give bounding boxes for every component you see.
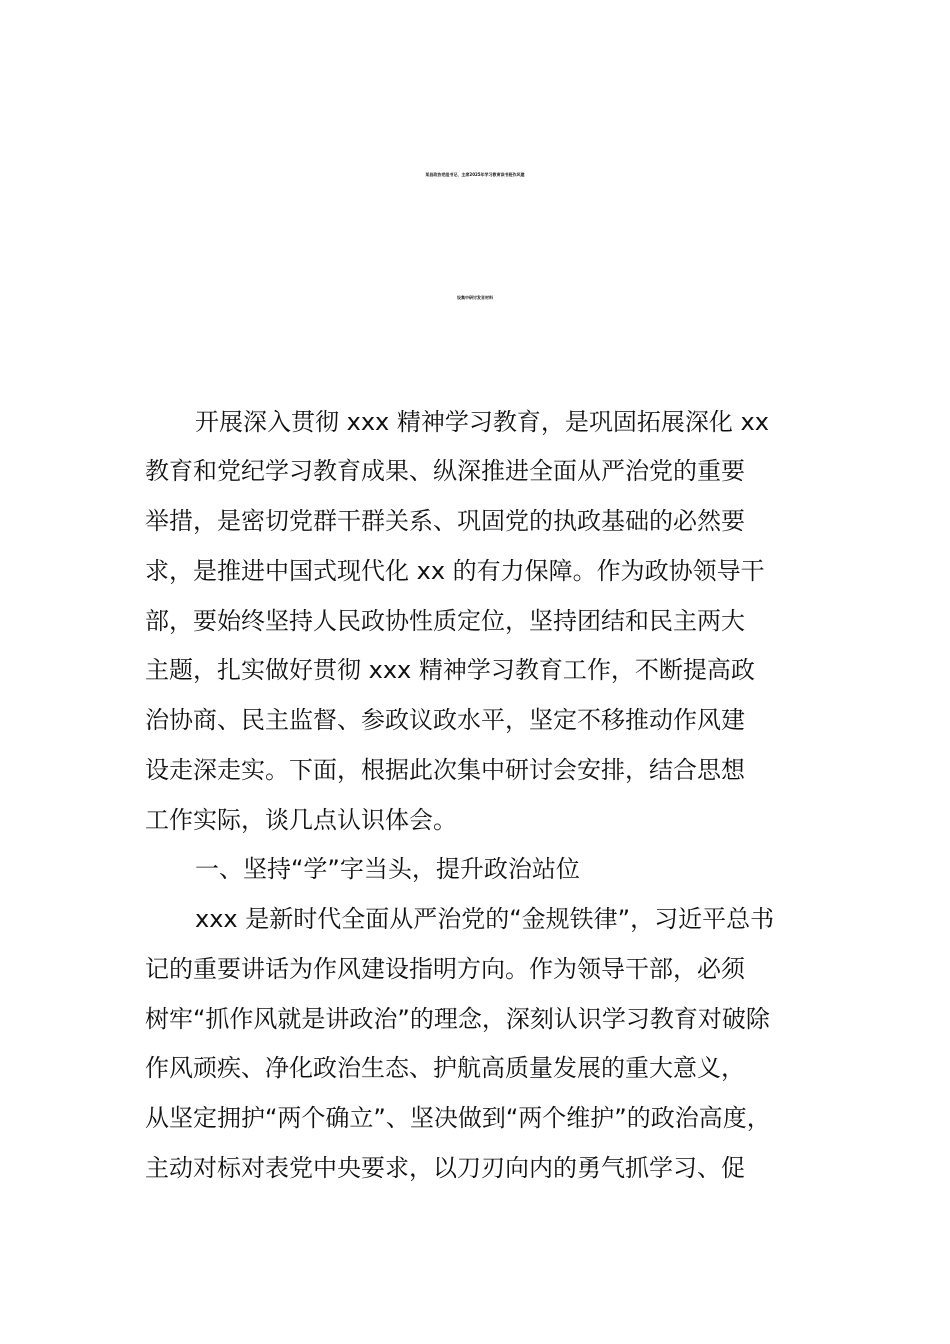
paragraph-line: 作风顽疾、净化政治生态、护航高质量发展的重大意义， xyxy=(145,1054,745,1082)
paragraph-line: 开展深入贯彻 xxx 精神学习教育，是巩固拓展深化 xx xyxy=(195,408,769,436)
paragraph-line: 主题，扎实做好贯彻 xxx 精神学习教育工作，不断提高政 xyxy=(145,656,755,684)
paragraph-line: 主动对标对表党中央要求，以刀刃向内的勇气抓学习、促 xyxy=(145,1154,745,1182)
paragraph-line: 治协商、民主监督、参政议政水平，坚定不移推动作风建 xyxy=(145,706,745,734)
paragraph-line: 工作实际，谈几点认识体会。 xyxy=(145,806,457,834)
paragraph-line: xxx 是新时代全面从严治党的“金规铁律”，习近平总书 xyxy=(195,905,775,933)
paragraph-line: 部，要始终坚持人民政协性质定位，坚持团结和民主两大 xyxy=(145,607,745,635)
document-title-line-1: 某县政协党组书记、主席2025年学习教育读书班作风建 xyxy=(425,172,525,177)
document-title-line-2: 设集中研讨发言材料 xyxy=(457,295,493,300)
paragraph-line: 从坚定拥护“两个确立”、坚决做到“两个维护”的政治高度， xyxy=(145,1104,771,1132)
paragraph-line: 举措，是密切党群干群关系、巩固党的执政基础的必然要 xyxy=(145,507,745,535)
paragraph-line: 设走深走实。下面，根据此次集中研讨会安排，结合思想 xyxy=(145,756,745,784)
section-heading: 一、坚持“学”字当头，提升政治站位 xyxy=(195,855,580,883)
paragraph-line: 求，是推进中国式现代化 xx 的有力保障。作为政协领导干 xyxy=(145,557,765,585)
paragraph-line: 树牢“抓作风就是讲政治”的理念，深刻认识学习教育对破除 xyxy=(145,1005,770,1033)
paragraph-line: 记的重要讲话为作风建设指明方向。作为领导干部，必须 xyxy=(145,955,745,983)
paragraph-line: 教育和党纪学习教育成果、纵深推进全面从严治党的重要 xyxy=(145,457,745,485)
